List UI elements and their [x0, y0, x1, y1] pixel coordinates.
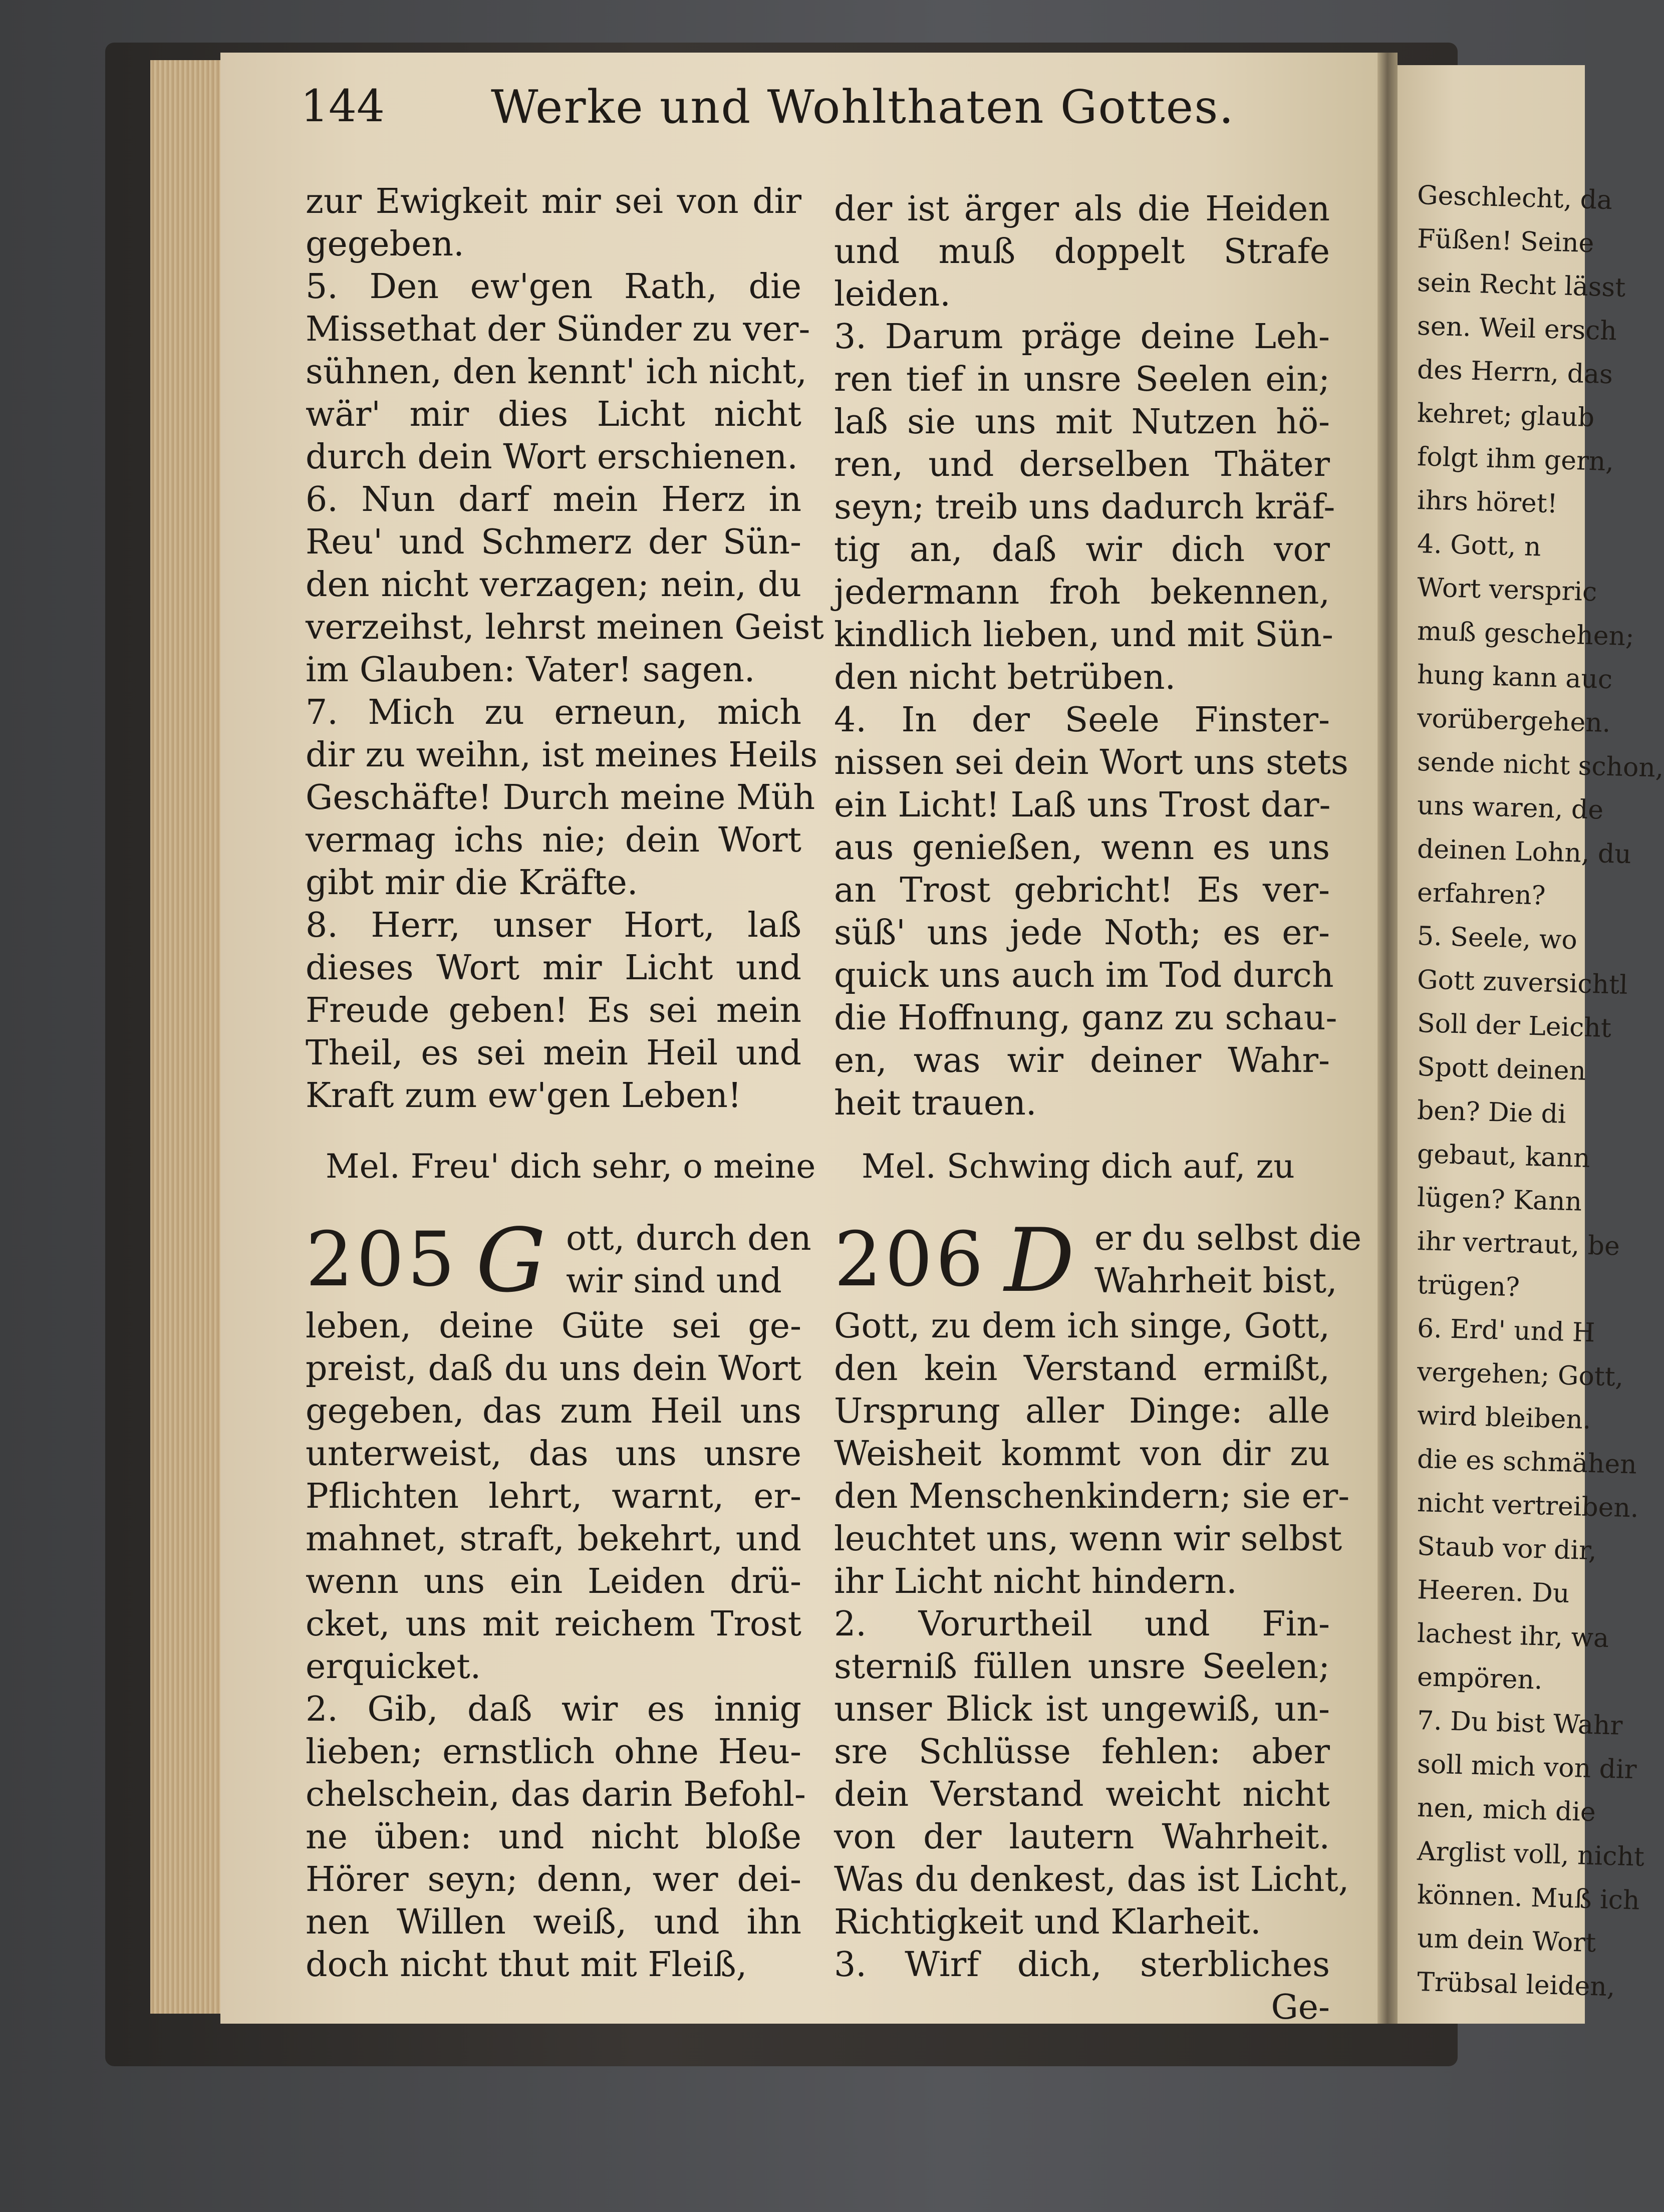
left-column-top: [306, 180, 824, 1117]
facing-text-line: nen, mich die: [1417, 1793, 1596, 1828]
text-line: den Menschenkindern; sie er-: [834, 1477, 1350, 1516]
text-line: süß' uns jede Noth; es er-: [834, 913, 1330, 953]
hymn-205-body: [306, 1305, 806, 1986]
text-line: den nicht betrüben.: [834, 658, 1176, 697]
facing-text-line: Füßen! Seine: [1417, 224, 1595, 259]
text-line: en, was wir deiner Wahr-: [834, 1041, 1330, 1080]
text-line: Weisheit kommt von dir zu: [834, 1434, 1330, 1474]
facing-text-line: des Herrn, das: [1417, 355, 1613, 390]
text-line: 2. Vorurtheil und Fin-: [834, 1604, 1330, 1644]
facing-text-line: Soll der Leicht: [1417, 1008, 1612, 1044]
book-gutter: [1377, 53, 1398, 2024]
text-line: mahnet, straft, bekehrt, und: [306, 1519, 801, 1559]
text-line: erquicket.: [306, 1647, 481, 1687]
text-line: nissen sei dein Wort uns stets: [834, 743, 1348, 782]
facing-text-line: trügen?: [1417, 1270, 1520, 1303]
text-line: seyn; treib uns dadurch kräf-: [834, 487, 1335, 527]
text-line: Freude geben! Es sei mein: [306, 991, 801, 1030]
facing-text-line: Staub vor dir,: [1417, 1531, 1597, 1566]
text-line: leiden.: [834, 274, 951, 314]
text-line: Reu' und Schmerz der Sün-: [306, 522, 801, 562]
text-line: im Glauben: Vater! sagen.: [306, 650, 755, 690]
text-line: ihr Licht nicht hindern.: [834, 1562, 1237, 1601]
text-line: dieses Wort mir Licht und: [306, 948, 801, 988]
hymn-205-first-line-1: ott, durch den: [566, 1219, 811, 1258]
text-line: unterweist, das uns unsre: [306, 1434, 801, 1474]
page-header: [301, 80, 1252, 140]
text-line: 5. Den ew'gen Rath, die: [306, 267, 801, 307]
text-line: Ursprung aller Dinge: alle: [834, 1392, 1330, 1431]
facing-text-line: können. Muß ich: [1417, 1880, 1640, 1916]
text-line: Kraft zum ew'gen Leben!: [306, 1076, 742, 1116]
text-line: Missethat der Sünder zu ver-: [306, 310, 810, 349]
running-title: Werke und Wohlthaten Gottes.: [491, 80, 1235, 134]
facing-text-line: lügen? Kann: [1417, 1183, 1582, 1217]
text-line: wenn uns ein Leiden drü-: [306, 1562, 801, 1601]
text-line: und muß doppelt Strafe: [834, 232, 1330, 271]
text-line: 2. Gib, daß wir es innig: [306, 1690, 801, 1729]
text-line: ein Licht! Laß uns Trost dar-: [834, 785, 1331, 825]
text-line: leuchtet uns, wenn wir selbst: [834, 1519, 1342, 1559]
text-line: Gott, zu dem ich singe, Gott,: [834, 1306, 1330, 1346]
facing-text-line: erfahren?: [1417, 878, 1546, 911]
facing-text-line: 4. Gott, n: [1417, 529, 1542, 563]
facing-text-line: nicht vertreiben.: [1417, 1488, 1639, 1524]
text-line: dein Verstand weicht nicht: [834, 1775, 1330, 1814]
text-line: die Hoffnung, ganz zu schau-: [834, 998, 1337, 1038]
text-line: nen Willen weiß, und ihn: [306, 1902, 801, 1942]
text-line: zur Ewigkeit mir sei von dir: [306, 182, 801, 221]
facing-text-line: deinen Lohn, du: [1417, 834, 1632, 870]
hymn-number-206: 206: [834, 1216, 987, 1303]
facing-text-line: Heeren. Du: [1417, 1575, 1570, 1609]
text-line: wär' mir dies Licht nicht: [306, 395, 801, 434]
facing-text-line: kehret; glaub: [1417, 398, 1595, 433]
text-line: 3. Wirf dich, sterbliches: [834, 1945, 1330, 1985]
facing-text-line: 5. Seele, wo: [1417, 921, 1578, 956]
hymn-number-205: 205: [306, 1216, 458, 1303]
facing-text-line: wird bleiben.: [1417, 1401, 1592, 1436]
text-line: Richtigkeit und Klarheit.: [834, 1902, 1261, 1942]
text-line: gegeben.: [306, 224, 464, 264]
hymn-206-body: [834, 1305, 1350, 2029]
facing-text-line: ihr vertraut, be: [1417, 1226, 1620, 1262]
text-line: preist, daß du uns dein Wort: [306, 1349, 801, 1389]
text-line: ne üben: und nicht bloße: [306, 1817, 801, 1857]
text-line: der ist ärger als die Heiden: [834, 189, 1330, 229]
text-line: tig an, daß wir dich vor: [834, 530, 1330, 570]
text-line: leben, deine Güte sei ge-: [306, 1306, 801, 1346]
text-line: quick uns auch im Tod durch: [834, 956, 1334, 995]
facing-text-line: ben? Die di: [1417, 1095, 1567, 1130]
text-line: 4. In der Seele Finster-: [834, 700, 1330, 740]
text-line: 8. Herr, unser Hort, laß: [306, 906, 801, 945]
facing-text-line: die es schmähen: [1417, 1444, 1637, 1480]
text-line: Was du denkest, das ist Licht,: [834, 1860, 1349, 1899]
facing-text-line: Spott deinen: [1417, 1052, 1586, 1086]
facing-text-line: hung kann auc: [1417, 660, 1613, 695]
facing-text-line: 6. Erd' und H: [1417, 1313, 1596, 1348]
text-line: vermag ichs nie; dein Wort: [306, 820, 801, 860]
text-line: laß sie uns mit Nutzen hö-: [834, 402, 1330, 442]
text-line: durch dein Wort erschienen.: [306, 437, 798, 477]
text-line: 7. Mich zu erneun, mich: [306, 693, 801, 732]
facing-text-line: vergehen; Gott,: [1417, 1357, 1624, 1393]
facing-text-line: Wort verspric: [1417, 573, 1597, 608]
text-line: sterniß füllen unsre Seelen;: [834, 1647, 1330, 1687]
page-number: 144: [301, 80, 385, 132]
facing-text-line: ihrs höret!: [1417, 485, 1558, 519]
text-line: cket, uns mit reichem Trost: [306, 1604, 801, 1644]
facing-text-line: folgt ihm gern,: [1417, 442, 1614, 477]
text-line: gegeben, das zum Heil uns: [306, 1392, 801, 1431]
facing-text-line: muß geschehen;: [1417, 616, 1635, 652]
text-line: 3. Darum präge deine Leh-: [834, 317, 1330, 357]
facing-text-line: uns waren, de: [1417, 790, 1604, 825]
text-line: doch nicht thut mit Fleiß,: [306, 1945, 747, 1985]
facing-text-line: Gott zuversichtl: [1417, 965, 1628, 1000]
right-column-top: [834, 188, 1348, 1125]
text-line: 6. Nun darf mein Herz in: [306, 480, 801, 519]
text-line: den kein Verstand ermißt,: [834, 1349, 1330, 1389]
facing-text-line: lachest ihr, wa: [1417, 1618, 1609, 1654]
text-line: Geschäfte! Durch meine Müh: [306, 778, 815, 817]
facing-page: [1398, 65, 1664, 2024]
dropcap-205: G: [476, 1210, 546, 1312]
text-line: heit trauen.: [834, 1083, 1037, 1123]
facing-text-line: sen. Weil ersch: [1417, 311, 1617, 347]
text-line: dir zu weihn, ist meines Heils: [306, 735, 818, 775]
text-line: chelschein, das darin Befohl-: [306, 1775, 806, 1814]
text-line: an Trost gebricht! Es ver-: [834, 871, 1330, 910]
text-line: sre Schlüsse fehlen: aber: [834, 1732, 1330, 1772]
hymn-205-head: [306, 1210, 811, 1312]
melody-205: Mel. Freu' dich sehr, o meine: [326, 1147, 816, 1186]
facing-text-line: 7. Du bist Wahr: [1417, 1706, 1623, 1741]
text-line: verzeihst, lehrst meinen Geist: [306, 608, 824, 647]
facing-text-line: sein Recht lässt: [1417, 267, 1626, 303]
dropcap-206: D: [1004, 1210, 1075, 1312]
hymn-205-first-line-2: wir sind und: [566, 1261, 782, 1301]
text-line: jedermann froh bekennen,: [834, 573, 1330, 612]
text-line: gibt mir die Kräfte.: [306, 863, 638, 903]
hymn-206-head: [834, 1210, 1362, 1312]
text-line: sühnen, den kennt' ich nicht,: [306, 352, 807, 392]
text-line: den nicht verzagen; nein, du: [306, 565, 801, 605]
text-line: Pflichten lehrt, warnt, er-: [306, 1477, 801, 1516]
hymn-206-first-line-1: er du selbst die: [1094, 1219, 1362, 1258]
facing-text-line: sende nicht schon,: [1417, 747, 1664, 783]
text-line: aus genießen, wenn es uns: [834, 828, 1330, 868]
facing-text-line: Trübsal leiden,: [1417, 1967, 1616, 2003]
facing-text-line: gebaut, kann: [1417, 1139, 1591, 1174]
facing-text-line: Geschlecht, da: [1417, 180, 1613, 216]
text-line: Ge-: [1271, 1988, 1330, 2027]
facing-text-line: empören.: [1417, 1662, 1543, 1696]
facing-text-line: Arglist voll, nicht: [1417, 1836, 1645, 1872]
text-line: von der lautern Wahrheit.: [834, 1817, 1330, 1857]
text-line: ren tief in unsre Seelen ein;: [834, 360, 1330, 399]
hymn-206-first-line-2: Wahrheit bist,: [1094, 1261, 1337, 1301]
facing-text-line: um dein Wort: [1417, 1923, 1596, 1959]
facing-text-line: vorübergehen.: [1417, 703, 1611, 739]
text-line: lieben; ernstlich ohne Heu-: [306, 1732, 801, 1772]
text-line: kindlich lieben, und mit Sün-: [834, 615, 1333, 655]
text-line: Theil, es sei mein Heil und: [306, 1033, 801, 1073]
text-line: Hörer seyn; denn, wer dei-: [306, 1860, 801, 1899]
page-edges: [150, 60, 230, 2014]
text-line: ren, und derselben Thäter: [834, 445, 1330, 484]
text-line: unser Blick ist ungewiß, un-: [834, 1690, 1330, 1729]
melody-206: Mel. Schwing dich auf, zu: [862, 1147, 1295, 1186]
facing-text-line: soll mich von dir: [1417, 1749, 1637, 1785]
